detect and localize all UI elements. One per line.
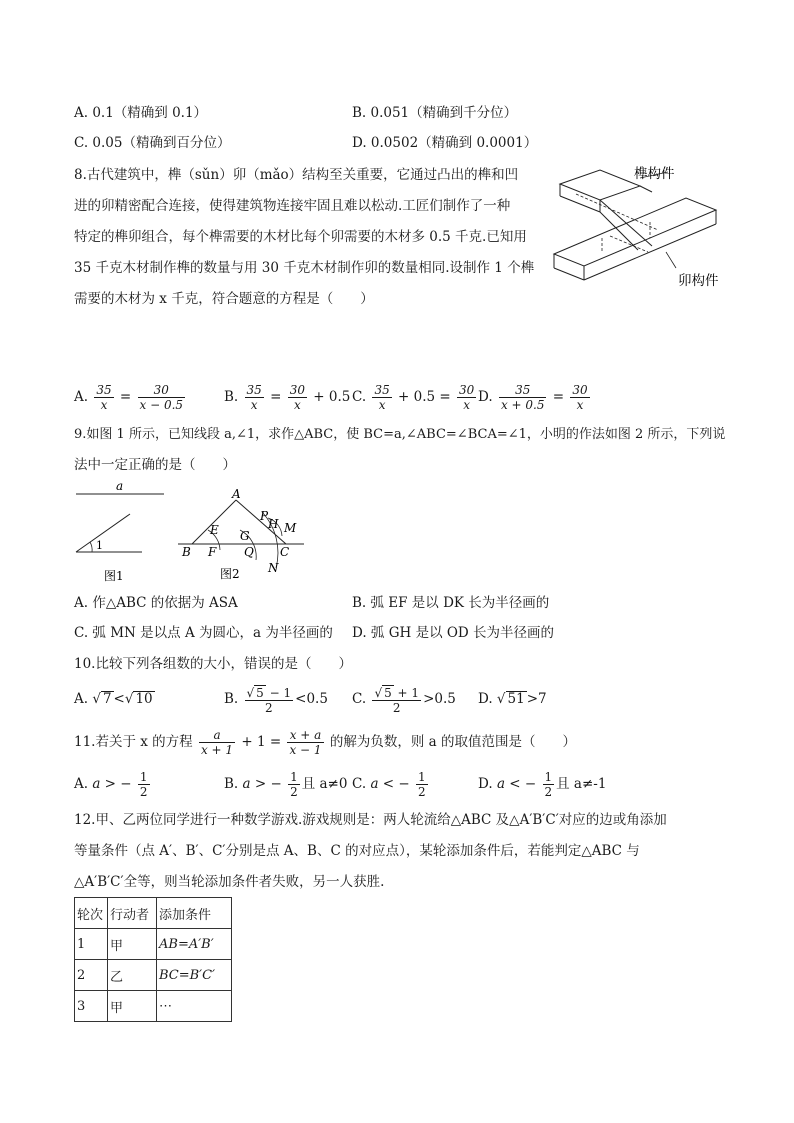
mortise-label: 卯构件 [678,273,719,289]
table-row [75,991,232,1022]
fig2-label-G: G [240,529,250,543]
q10-option-a: A. √ 7 <√ 10 [74,691,153,707]
fig2-label-P: P [260,509,269,523]
q8-option-d: D. $\frac{35}{x + 0.5}$ = $\frac{30}{x}$ [478,383,588,412]
q10-option-c: C. $\frac{√ 5 + 1}{2}$ >0.5 [352,685,456,715]
q7-option-d: D. 0.0502（精确到 0.0001） [352,135,538,151]
table-row [75,929,232,960]
q7-option-c: C. 0.05（精确到百分位） [74,135,231,151]
fig1-angle-label: 1 [96,539,103,552]
fig2-label-A: A [232,487,241,501]
q8-option-a: A. $\frac{35}{x}$ = $\frac{30}{x - 0.5}$ [74,383,184,412]
q10-stem: 10.比较下列各组数的大小，错误的是（ ） [74,656,352,672]
q11-option-d: D. a < − $\frac{1}{2}$ 且 a≠-1 [478,770,607,799]
q9-figures [70,478,320,588]
q10-option-b: B. $\frac{√ 5 - 1}{2}$ <0.5 [224,685,328,715]
fig2-label-M: M [284,521,297,535]
q9-option-d: D. 弧 GH 是以 OD 长为半径画的 [352,625,555,641]
fig2-label-C: C [280,545,290,559]
q8-line-2: 进的卯精密配合连接，使得建筑物连接牢固且难以松动.工匠们制作了一种 [74,198,511,214]
table-cell: ⋯ [157,991,232,1022]
q7-option-b: B. 0.051（精确到千分位） [352,105,518,121]
q8-line-4: 35 千克木材制作榫的数量与用 30 千克木材制作卯的数量相同.设制作 1 个榫 [74,260,535,276]
table-cell: 2 [75,960,108,991]
q12-line-1: 12.甲、乙两位同学进行一种数学游戏.游戏规则是：两人轮流给△ABC 及△A′B′C′对应的边或角添加 [74,812,667,828]
q11-option-b: B. a > − $\frac{1}{2}$ 且 a≠0 [224,770,348,799]
table-header-cell: 添加条件 [157,898,232,929]
mortise-leader-line [666,252,676,268]
table-cell: 1 [75,929,108,960]
tenon-label: 榫构件 [634,166,675,182]
q8-option-c: C. $\frac{35}{x}$ + 0.5 = $\frac{30}{x}$ [352,383,475,412]
table-header-row [75,898,232,929]
q7-option-a: A. 0.1（精确到 0.1） [74,105,208,121]
rounds-table [74,897,232,1022]
q9-option-a: A. 作△ABC 的依据为 ASA [74,595,238,611]
fig1-caption: 图1 [104,569,124,583]
table-row [75,960,232,991]
table-cell: 3 [75,991,108,1022]
fig2-label-E: E [210,523,219,537]
fig2-label-B: B [182,545,191,559]
table-cell: BC=B′C′ [157,960,232,991]
q11-option-c: C. a < − $\frac{1}{2}$ [352,770,426,799]
fig2-label-N: N [268,561,279,575]
table-cell: 乙 [108,960,157,991]
table-header-cell: 行动者 [108,898,157,929]
mortise-tenon-figure [540,158,740,308]
q8-line-5: 需要的木材为 x 千克，符合题意的方程是（ ） [74,291,374,307]
q9-option-c: C. 弧 MN 是以点 A 为圆心，a 为半径画的 [74,625,333,641]
table-cell: AB=A′B′ [157,929,232,960]
table-cell: 甲 [108,929,157,960]
q12-line-2: 等量条件（点 A′、B′、C′分别是点 A、B、C 的对应点），某轮添加条件后，若能判定△ABC 与 [74,843,640,859]
q10-option-d: D. √ 51 >7 [478,691,547,707]
q8-option-b: B. $\frac{35}{x}$ = $\frac{30}{x}$ + 0.5 [224,383,351,412]
fig2-caption: 图2 [220,567,240,581]
q8-line-3: 特定的榫卯组合，每个榫需要的木材比每个卯需要的木材多 0.5 千克.已知用 [74,229,527,245]
fig2-label-Q: Q [244,545,254,559]
fig2-label-H: H [268,517,279,531]
q9-line-1: 9.如图 1 所示，已知线段 a,∠1，求作△ABC，使 BC=a,∠ABC=∠BCA=∠1，小明的作法如图 2 所示，下列说 [74,427,726,442]
q9-option-b: B. 弧 EF 是以 DK 长为半径画的 [352,595,550,611]
q8-line-1: 8.古代建筑中，榫（sǔn）卯（mǎo）结构至关重要，它通过凸出的榫和凹 [74,167,519,183]
q11-stem: 11.若关于 x 的方程 $\frac{a}{x + 1}$ + 1 = $\frac{x + a}{x - 1}$ 的解为负数，则 a 的取值范围是（ ） [74,728,576,757]
fig2-label-F: F [208,545,217,559]
fig1-label-a: a [116,479,124,493]
q11-option-a: A. a > − $\frac{1}{2}$ [74,770,148,799]
table-cell: 甲 [108,991,157,1022]
q9-line-2: 法中一定正确的是（ ） [74,457,236,473]
q12-line-3: △A′B′C′全等，则当轮添加条件者失败，另一人获胜. [74,874,385,890]
table-header-cell: 轮次 [75,898,108,929]
